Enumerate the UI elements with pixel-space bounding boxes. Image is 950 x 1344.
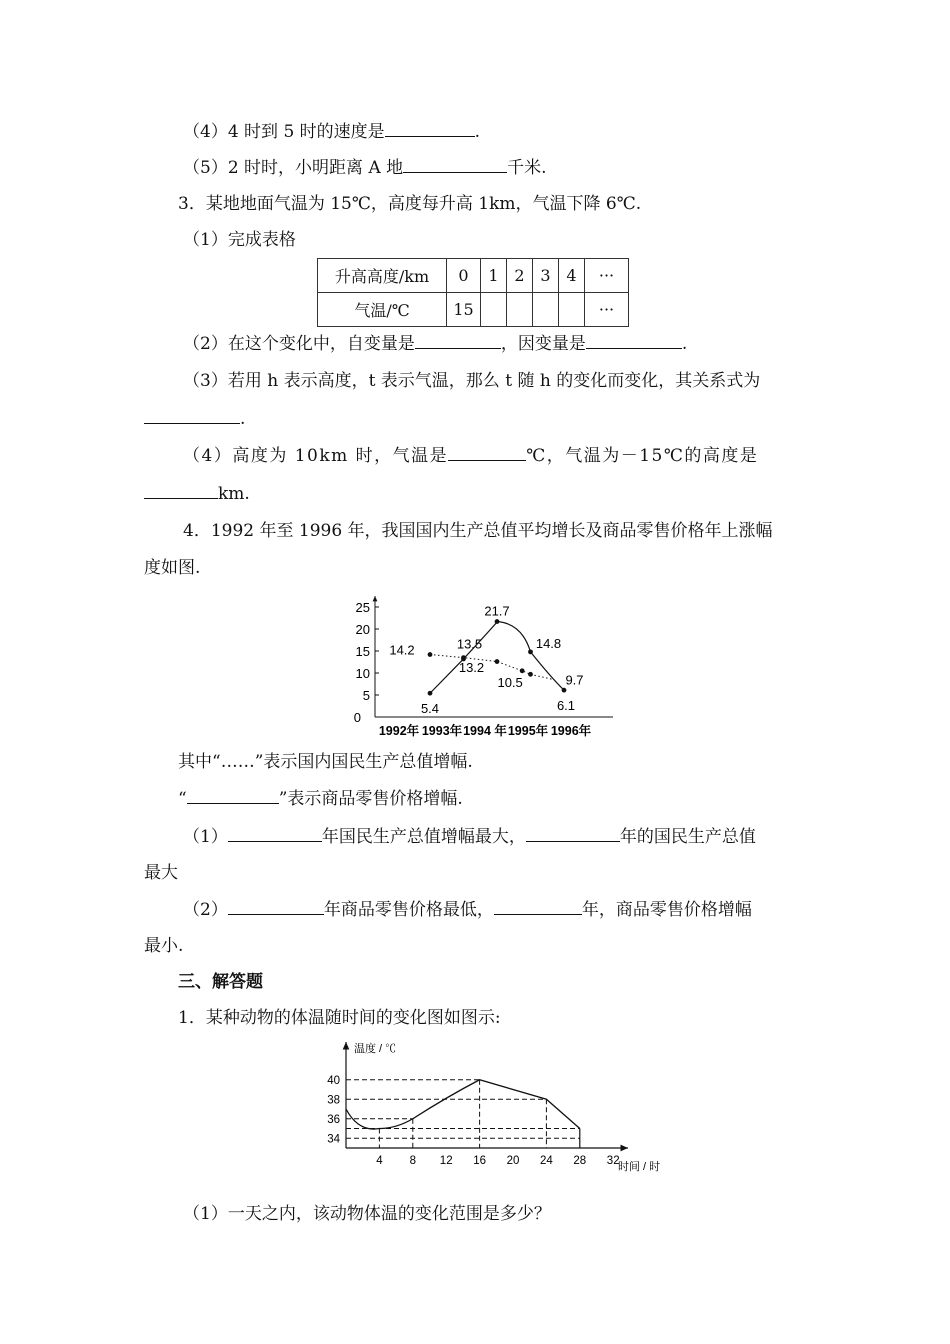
answer-blank[interactable] bbox=[187, 787, 279, 804]
p1-q1: （1）一天之内，该动物体温的变化范围是多少？ bbox=[183, 1204, 551, 1224]
series-line-temperature bbox=[346, 1080, 580, 1129]
answer-blank[interactable] bbox=[385, 120, 475, 137]
altitude-temperature-table bbox=[317, 258, 629, 327]
y-tick-label: 38 bbox=[327, 1094, 340, 1107]
data-label: 13.2 bbox=[458, 659, 485, 675]
data-point bbox=[428, 691, 433, 696]
x-tick-label: 20 bbox=[506, 1155, 520, 1167]
y-tick-label: 36 bbox=[327, 1113, 340, 1126]
x-tick-label: 32 bbox=[606, 1155, 620, 1167]
data-point bbox=[495, 619, 500, 624]
data-label: 10.5 bbox=[497, 674, 523, 690]
answer-blank[interactable] bbox=[494, 898, 582, 915]
y-tick-label: 25 bbox=[355, 600, 370, 615]
answer-blank[interactable] bbox=[228, 898, 324, 915]
data-label: 14.8 bbox=[535, 635, 562, 651]
q4-2-cont: 最小. bbox=[144, 936, 184, 956]
y-tick-label: 10 bbox=[355, 666, 370, 681]
answer-blank[interactable] bbox=[228, 825, 322, 842]
y-tick-label: 34 bbox=[327, 1133, 340, 1146]
x-tick-label: 1992年 bbox=[378, 724, 420, 738]
table-row: 升高高度/km 0 1 2 3 4 ··· bbox=[318, 259, 629, 293]
data-point bbox=[520, 668, 525, 673]
growth-line-chart bbox=[355, 592, 625, 742]
x-tick-label: 8 bbox=[409, 1155, 417, 1167]
q3-4-answer: km. bbox=[144, 482, 250, 505]
answer-blank[interactable] bbox=[144, 482, 218, 499]
y-tick-label: 40 bbox=[327, 1074, 340, 1087]
data-point bbox=[528, 649, 533, 654]
x-tick-label: 1996年 bbox=[550, 724, 592, 738]
p1-stem: 1．某种动物的体温随时间的变化图如图示: bbox=[178, 1008, 501, 1028]
q3-stem: 3．某地地面气温为 15℃，高度每升高 1km，气温下降 6℃. bbox=[178, 194, 642, 214]
answer-blank[interactable] bbox=[403, 156, 507, 173]
x-tick-label: 24 bbox=[540, 1155, 553, 1167]
q2-4: （4）4 时到 5 时的速度是 . bbox=[183, 122, 481, 142]
data-label: 13.5 bbox=[456, 636, 483, 652]
data-point bbox=[495, 659, 500, 664]
x-tick-label: 16 bbox=[473, 1155, 486, 1167]
q3-2: （2）在这个变化中，自变量是 ，因变量是 . bbox=[183, 334, 688, 354]
data-label: 6.1 bbox=[556, 698, 576, 714]
answer-blank[interactable] bbox=[586, 332, 682, 349]
x-tick-label: 12 bbox=[439, 1155, 453, 1167]
y-tick-label: 15 bbox=[355, 644, 370, 659]
x-tick-label: 1995年 bbox=[507, 724, 549, 738]
data-label: 21.7 bbox=[484, 603, 510, 619]
table-row: 气温/℃ 15 ··· bbox=[318, 293, 629, 327]
section-heading: 三、解答题 bbox=[178, 972, 263, 992]
y-tick-label: 20 bbox=[355, 622, 370, 637]
y-axis-label: 温度 / ℃ bbox=[354, 1043, 397, 1055]
q4-2: （2） 年商品零售价格最低， 年，商品零售价格增幅 bbox=[183, 900, 752, 920]
data-point bbox=[428, 652, 433, 657]
legend-note-dotted: 其中“……”表示国内国民生产总值增幅. bbox=[178, 752, 473, 772]
data-point bbox=[528, 672, 533, 677]
x-tick-label: 4 bbox=[376, 1155, 383, 1167]
data-label: 14.2 bbox=[389, 642, 415, 658]
answer-blank[interactable] bbox=[144, 407, 240, 424]
x-tick-label: 1994 年 bbox=[463, 724, 507, 738]
x-tick-label: 28 bbox=[573, 1155, 587, 1167]
answer-blank[interactable] bbox=[415, 332, 501, 349]
q3-1: （1）完成表格 bbox=[183, 230, 296, 250]
q2-5: （5）2 时时，小明距离 A 地 千米. bbox=[183, 158, 547, 178]
q3-3-answer: . bbox=[144, 407, 245, 430]
q4-1-cont: 最大 bbox=[144, 863, 178, 883]
q4-stem-cont: 度如图. bbox=[144, 558, 201, 578]
data-label: 5.4 bbox=[420, 701, 440, 717]
legend-note-solid: “ ”表示商品零售价格增幅. bbox=[178, 789, 463, 809]
x-axis-label: 时间 / 时 bbox=[618, 1161, 661, 1173]
y-tick-label: 5 bbox=[362, 688, 370, 703]
q3-4: （4）高度为 10km 时，气温是 ℃，气温为－15℃的高度是 bbox=[183, 446, 759, 466]
x-tick-label: 1993年 bbox=[421, 724, 463, 738]
q4-1: （1） 年国民生产总值增幅最大， 年的国民生产总值 bbox=[183, 827, 756, 847]
data-label: 9.7 bbox=[565, 672, 584, 688]
data-point bbox=[562, 688, 567, 693]
answer-blank[interactable] bbox=[448, 444, 526, 461]
q4-stem: 4．1992 年至 1996 年，我国国内生产总值平均增长及商品零售价格年上涨幅 bbox=[183, 521, 773, 541]
answer-blank[interactable] bbox=[526, 825, 620, 842]
temperature-line-chart bbox=[318, 1038, 661, 1176]
y-tick-label: 0 bbox=[353, 710, 361, 725]
q3-3: （3）若用 h 表示高度，t 表示气温，那么 t 随 h 的变化而变化，其关系式为 bbox=[183, 371, 761, 391]
